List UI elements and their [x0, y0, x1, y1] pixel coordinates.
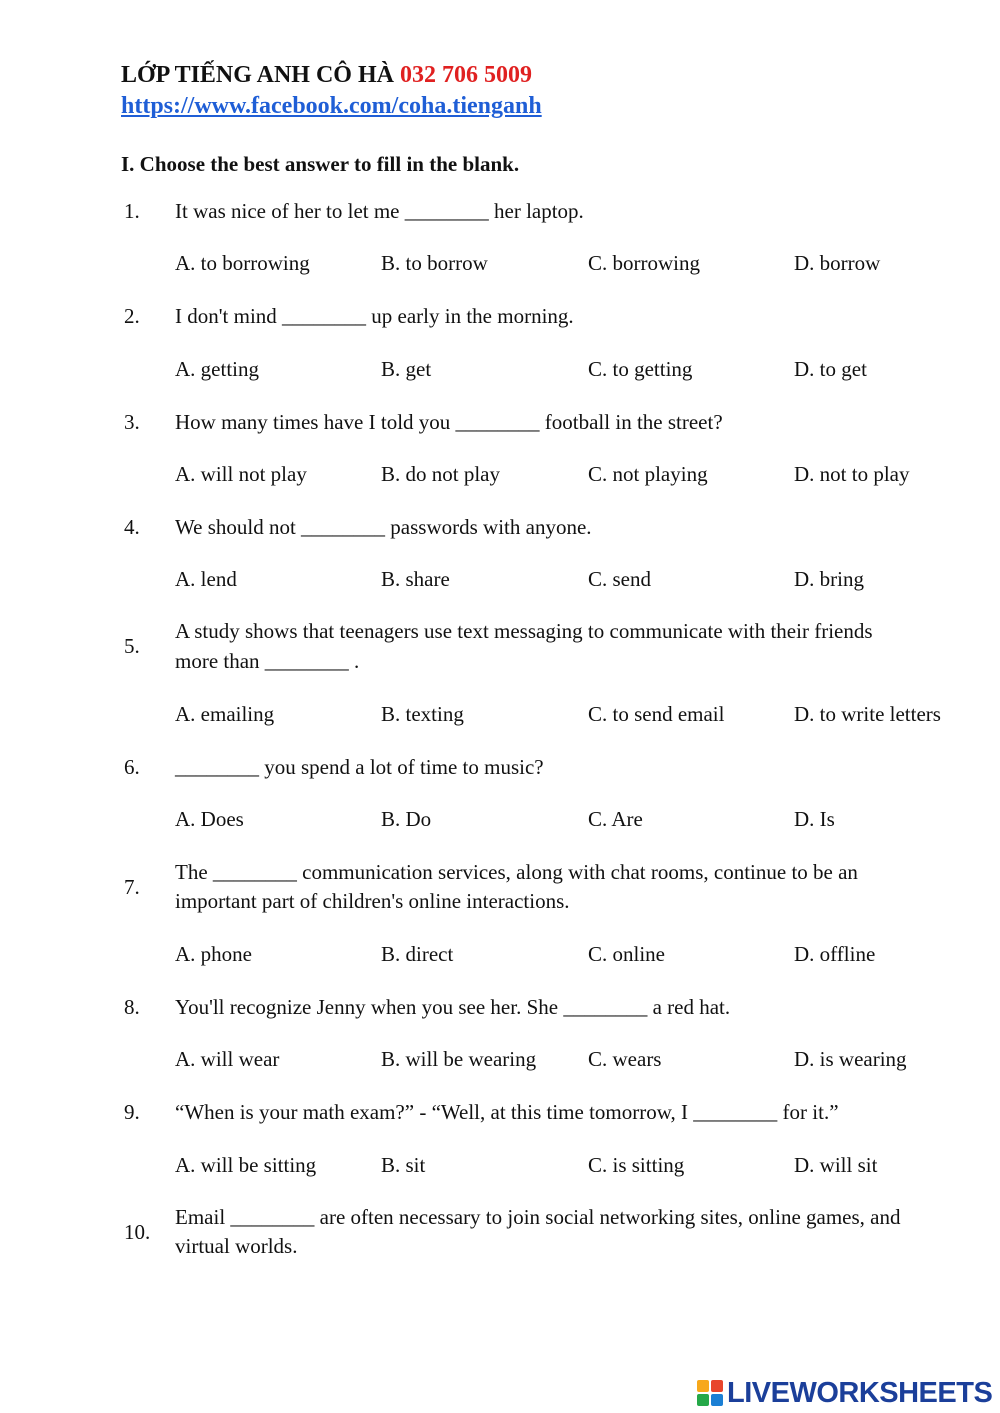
question-text-line: A study shows that teenagers use text messaging to communicate with their friends	[175, 619, 873, 643]
option-d[interactable]: D. Is	[794, 807, 835, 831]
option-b[interactable]: B. do not play	[381, 462, 500, 486]
option-d[interactable]: D. to get	[794, 357, 867, 381]
option-a[interactable]: A. emailing	[175, 702, 275, 726]
question-text: I don't mind ________ up early in the morning.	[175, 304, 574, 328]
option-a[interactable]: A. will wear	[175, 1047, 280, 1071]
question-text: How many times have I told you ________ football in the street?	[175, 410, 723, 434]
question-number: 8.	[124, 995, 140, 1019]
question-5	[0, 617, 1000, 675]
option-d[interactable]: D. offline	[794, 942, 876, 966]
option-b[interactable]: B. get	[381, 357, 432, 381]
option-b[interactable]: B. texting	[381, 702, 464, 726]
question-number: 10.	[124, 1220, 151, 1244]
class-title	[121, 58, 542, 92]
question-text-line: virtual worlds.	[175, 1234, 298, 1258]
question-text: It was nice of her to let me ________ her laptop.	[175, 199, 584, 223]
option-c[interactable]: C. send	[588, 567, 651, 591]
question-text-line: The ________ communication services, along with chat rooms, continue to be an	[175, 860, 858, 884]
option-b[interactable]: B. sit	[381, 1153, 426, 1177]
question-text: “When is your math exam?” - “Well, at this time tomorrow, I ________ for it.”	[175, 1100, 839, 1124]
option-c[interactable]: C. wears	[588, 1047, 662, 1071]
option-b[interactable]: B. Do	[381, 807, 432, 831]
option-a[interactable]: A. lend	[175, 567, 237, 591]
option-d[interactable]: D. to write letters	[794, 702, 941, 726]
option-d[interactable]: D. borrow	[794, 251, 881, 275]
question-number: 6.	[124, 755, 140, 779]
option-c[interactable]: C. borrowing	[588, 251, 700, 275]
option-c[interactable]: C. online	[588, 942, 665, 966]
option-d[interactable]: D. is wearing	[794, 1047, 907, 1071]
option-b[interactable]: B. direct	[381, 942, 454, 966]
option-b[interactable]: B. will be wearing	[381, 1047, 537, 1071]
option-a[interactable]: A. to borrowing	[175, 251, 310, 275]
question-text: You'll recognize Jenny when you see her. She ________ a red hat.	[175, 995, 731, 1019]
logo-square-2	[711, 1380, 723, 1392]
worksheet-header	[121, 58, 542, 120]
option-a[interactable]: A. will be sitting	[175, 1153, 317, 1177]
option-a[interactable]: A. will not play	[175, 462, 307, 486]
logo-square-3	[697, 1394, 709, 1406]
question-number: 1.	[124, 199, 140, 223]
section-title: I. Choose the best answer to fill in the blank.	[121, 152, 520, 176]
option-c[interactable]: C. Are	[588, 807, 643, 831]
question-number: 2.	[124, 304, 140, 328]
question-text: We should not ________ passwords with anyone.	[175, 515, 592, 539]
question-number: 9.	[124, 1100, 140, 1124]
question-text: ________ you spend a lot of time to music?	[175, 755, 544, 779]
liveworksheets-logo	[697, 1378, 992, 1408]
question-text-line: Email ________ are often necessary to join social networking sites, online games, and	[175, 1205, 901, 1229]
question-text-line: important part of children's online interactions.	[175, 889, 570, 913]
question-number: 7.	[124, 875, 140, 899]
question-text-line: more than ________ .	[175, 649, 360, 673]
question-7	[0, 858, 1000, 916]
option-c[interactable]: C. to getting	[588, 357, 693, 381]
facebook-link[interactable]: https://www.facebook.com/coha.tienganh	[121, 93, 542, 119]
option-a[interactable]: A. Does	[175, 807, 244, 831]
question-number: 4.	[124, 515, 140, 539]
phone-number: 032 706 5009	[399, 62, 532, 88]
question-number: 5.	[124, 634, 140, 658]
question-10	[0, 1203, 1000, 1261]
option-b[interactable]: B. to borrow	[381, 251, 488, 275]
class-name: LỚP TIẾNG ANH CÔ HÀ	[121, 62, 394, 88]
question-number: 3.	[124, 410, 140, 434]
option-d[interactable]: D. bring	[794, 567, 864, 591]
option-c[interactable]: C. is sitting	[588, 1153, 685, 1177]
logo-mark-icon	[697, 1380, 723, 1406]
option-b[interactable]: B. share	[381, 567, 450, 591]
option-d[interactable]: D. not to play	[794, 462, 910, 486]
logo-square-1	[697, 1380, 709, 1392]
option-a[interactable]: A. phone	[175, 942, 252, 966]
logo-square-4	[711, 1394, 723, 1406]
option-a[interactable]: A. getting	[175, 357, 259, 381]
option-c[interactable]: C. to send email	[588, 702, 725, 726]
option-c[interactable]: C. not playing	[588, 462, 708, 486]
option-d[interactable]: D. will sit	[794, 1153, 878, 1177]
logo-text: LIVEWORKSHEETS	[727, 1376, 993, 1409]
